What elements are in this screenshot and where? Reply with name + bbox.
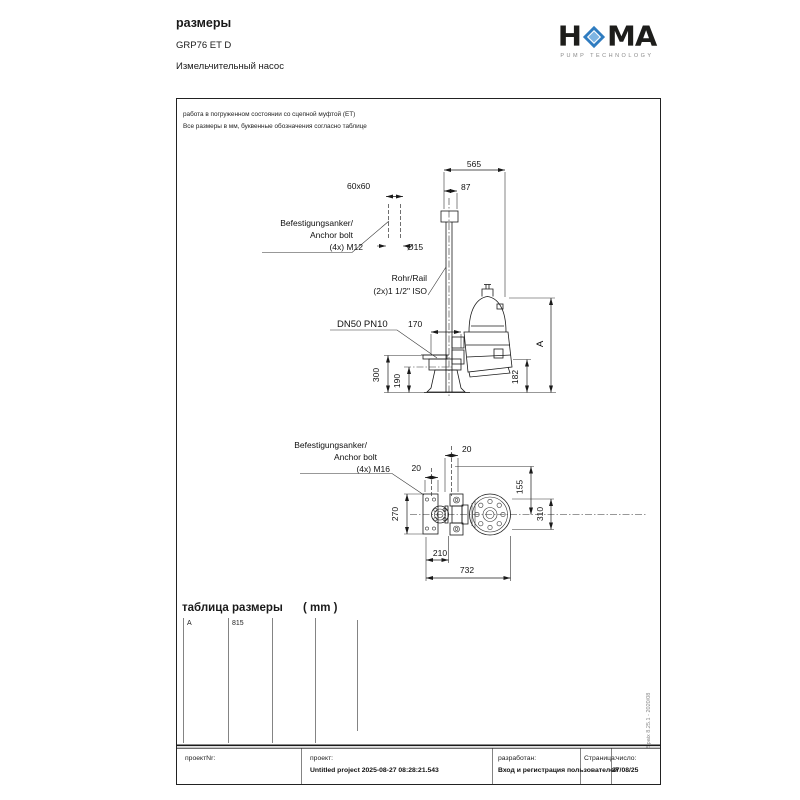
dim-87-text: 87 [461,182,471,192]
dim-dia15 [377,242,423,252]
anchor-bolts-upper [389,204,401,240]
dim-dia15-text: Ø15 [407,242,424,252]
footer-projectnr-label: проектNr: [185,755,216,762]
dim-182 [510,360,531,393]
dim-310-text: 310 [535,506,545,522]
rail-l2: (2x)1 1/2" ISO [373,286,427,296]
pump-type-label: Измельчительный насос [176,61,284,72]
dim-182-text: 182 [510,369,520,385]
dim-732-text: 732 [459,565,475,575]
footer-date-value: 27/08/25 [612,767,639,774]
label-anchor-bolt-lower [294,440,424,495]
footer-developed-value: Вход и регистрация пользователей [498,767,619,774]
software-version-label: Spaix 8.25.1 - 2020/08 [646,692,652,748]
top-view [294,440,647,581]
anchor-lower-l3: (4x) M16 [356,464,390,474]
flange-text: DN50 PN10 [337,319,388,330]
dim-60x60 [347,181,403,197]
base-elbow [421,355,470,393]
footer-project-label: проект: [310,755,334,762]
anchor-upper-l3: (4x) M12 [329,242,363,252]
model-number: GRP76 ET D [176,40,232,51]
dim-300-190 [371,356,556,393]
footer-project-value: Untitled project 2025-08-27 08:28:21.543 [310,767,439,774]
table-cell-value: 815 [232,620,244,627]
dim-190-text: 190 [392,373,402,389]
mounting-plate [423,494,438,534]
dim-170 [408,319,461,354]
dim-87 [444,182,471,209]
anchor-lower-l2: Anchor bolt [334,452,377,462]
dim-170-text: 170 [408,319,423,329]
footer-page-label: Страница: [584,755,617,762]
label-rail [373,267,446,296]
dim-155 [455,467,534,515]
dim-565 [444,159,505,297]
table-title: таблица размеры [182,602,283,614]
homa-tagline: PUMP TECHNOLOGY [560,53,654,59]
homa-logo-h: H [557,19,581,53]
dim-20-left [412,463,438,496]
dim-20-top [445,444,472,496]
table-cell-key: A [187,620,192,627]
footer-date-label: число: [616,755,637,762]
side-view [262,159,556,397]
rail-l1: Rohr/Rail [391,273,427,283]
dim-270-text: 270 [390,506,400,522]
dim-20-top-text: 20 [462,444,472,454]
anchor-lower-l1: Befestigungsanker/ [294,440,367,450]
table-unit: ( mm ) [303,602,338,614]
table-column-rules [184,618,358,743]
drawing-frame [177,99,661,785]
page-title: размеры [176,16,232,30]
dim-60x60-text: 60x60 [347,181,371,191]
dim-300-text: 300 [371,367,381,383]
dim-210 [426,536,449,581]
note-line-1: работа в погруженном состоянии со сцепной муфтой (ET) [183,111,356,118]
dim-210-text: 210 [432,548,448,558]
anchor-upper-l2: Anchor bolt [310,230,353,240]
anchor-upper-l1: Befestigungsanker/ [280,218,353,228]
note-line-2: Все размеры в мм, буквенные обозначения согласно таблице [183,123,367,130]
dim-270 [390,494,423,534]
dim-565-text: 565 [466,159,482,169]
dim-A-text: A [535,340,546,348]
dim-155-text: 155 [514,479,525,495]
homa-logo-ma: MA [606,19,657,53]
dim-732 [426,536,511,581]
footer-developed-label: разработан: [498,755,537,762]
dim-20-left-text: 20 [411,463,421,473]
label-anchor-bolt-upper [262,218,389,253]
